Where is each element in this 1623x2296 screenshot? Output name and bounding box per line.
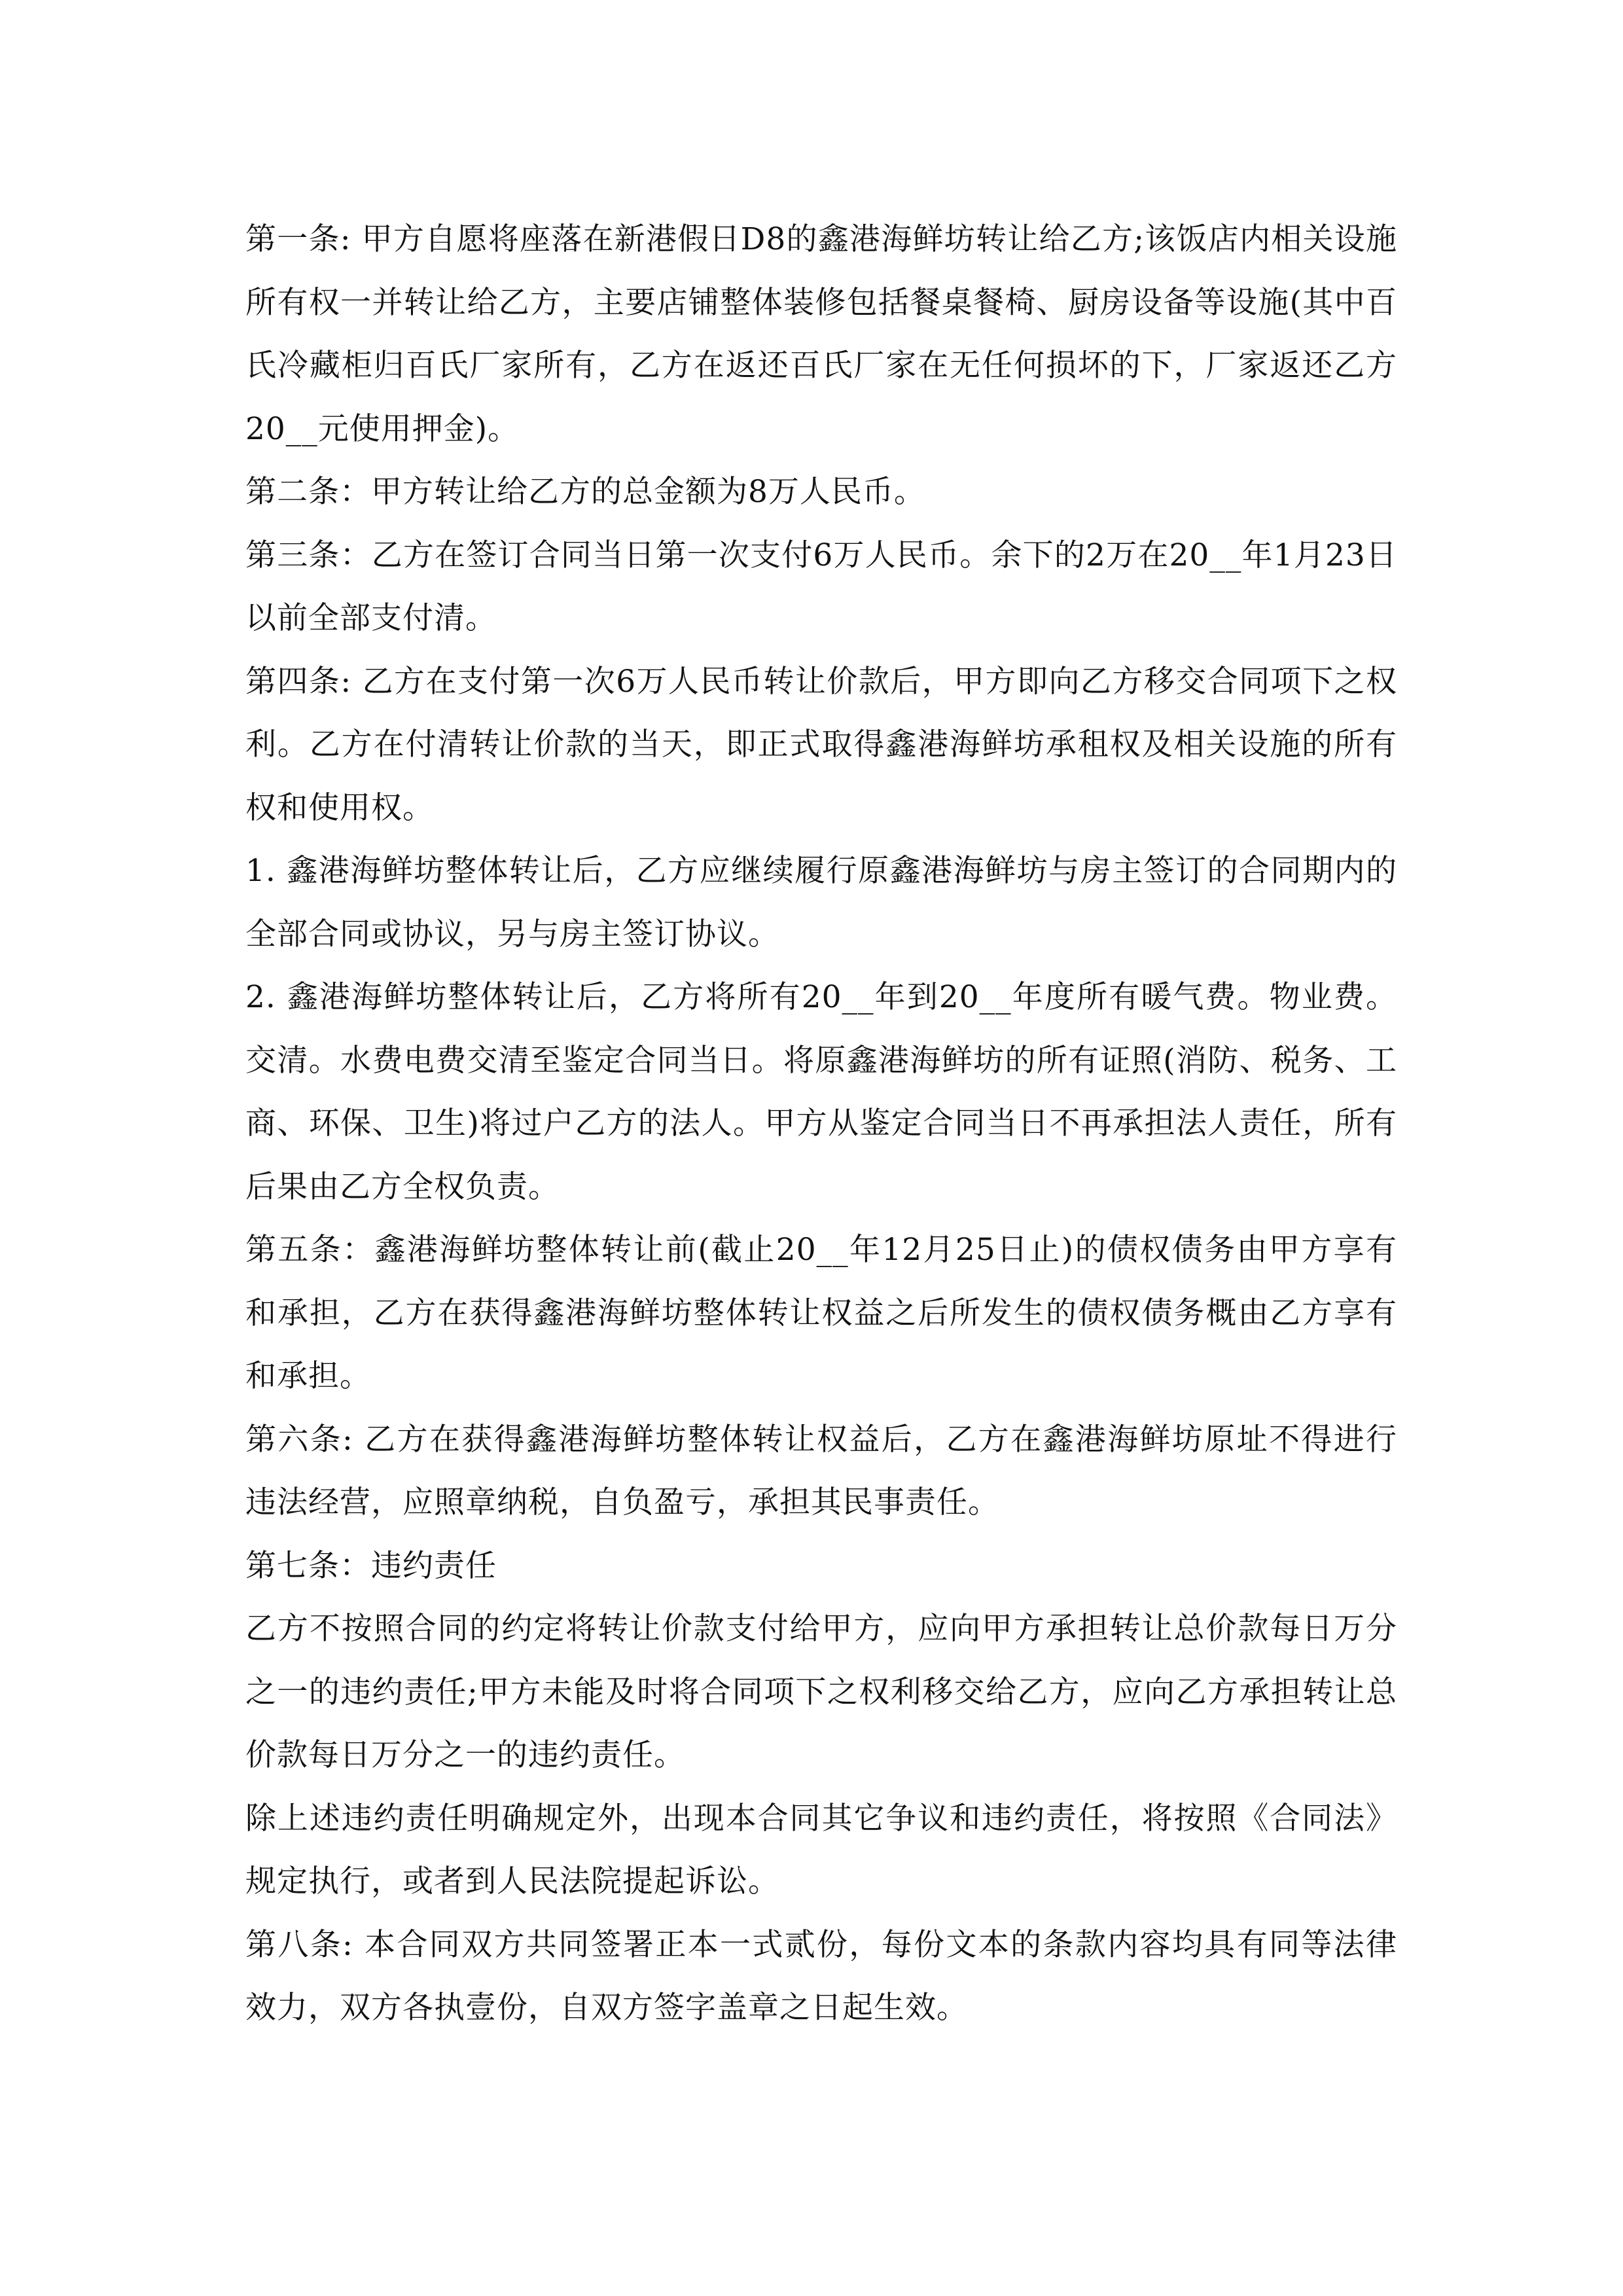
clause-7-text-2: 除上述违约责任明确规定外，出现本合同其它争议和违约责任，将按照《合同法》规定执行，或者到人民法院提起诉讼。 [245,1800,1397,1899]
clause-4: 第四条: 乙方在支付第一次6万人民币转让价款后，甲方即向乙方移交合同项下之权利。乙方在付清转让价款的当天，即正式取得鑫港海鲜坊承租权及相关设施的所有权和使用权。 [245,663,1397,826]
clause-8: 第八条: 本合同双方共同签署正本一式贰份，每份文本的条款内容均具有同等法律效力，双方各执壹份，自双方签字盖章之日起生效。 [245,1926,1397,2026]
clause-7-text-1: 乙方不按照合同的约定将转让价款支付给甲方，应向甲方承担转让总价款每日万分之一的违约责任;甲方未能及时将合同项下之权利移交给乙方，应向乙方承担转让总价款每日万分之一的违约责任。 [245,1611,1397,1773]
clause-4-item-2: 2. 鑫港海鲜坊整体转让后，乙方将所有20__年到20__年度所有暖气费。物业费。交清。水费电费交清至鉴定合同当日。将原鑫港海鲜坊的所有证照(消防、税务、工商、环保、卫生)将过户乙方的法人。甲方从鉴定合同当日不再承担法人责任，所有后果由乙方全权负责。 [245,979,1397,1205]
clause-1: 第一条: 甲方自愿将座落在新港假日D8的鑫港海鲜坊转让给乙方;该饭店内相关设施所有权一并转让给乙方，主要店铺整体装修包括餐桌餐椅、厨房设备等设施(其中百氏冷藏柜归百氏厂家所有，乙方在返还百氏厂家在无任何损坏的下，厂家返还乙方20__元使用押金)。 [245,221,1397,447]
contract-body [245,208,1397,2040]
clause-3: 第三条：乙方在签订合同当日第一次支付6万人民币。余下的2万在20__年1月23日以前全部支付清。 [245,537,1397,636]
clause-5: 第五条：鑫港海鲜坊整体转让前(截止20__年12月25日止)的债权债务由甲方享有和承担，乙方在获得鑫港海鲜坊整体转让权益之后所发生的债权债务概由乙方享有和承担。 [245,1232,1397,1394]
clause-7-heading: 第七条：违约责任 [245,1547,497,1584]
clause-6: 第六条: 乙方在获得鑫港海鲜坊整体转让权益后，乙方在鑫港海鲜坊原址不得进行违法经营，应照章纳税，自负盈亏，承担其民事责任。 [245,1421,1397,1520]
clause-4-item-1: 1. 鑫港海鲜坊整体转让后，乙方应继续履行原鑫港海鲜坊与房主签订的合同期内的全部合同或协议，另与房主签订协议。 [245,853,1397,952]
clause-2: 第二条：甲方转让给乙方的总金额为8万人民币。 [245,474,925,510]
